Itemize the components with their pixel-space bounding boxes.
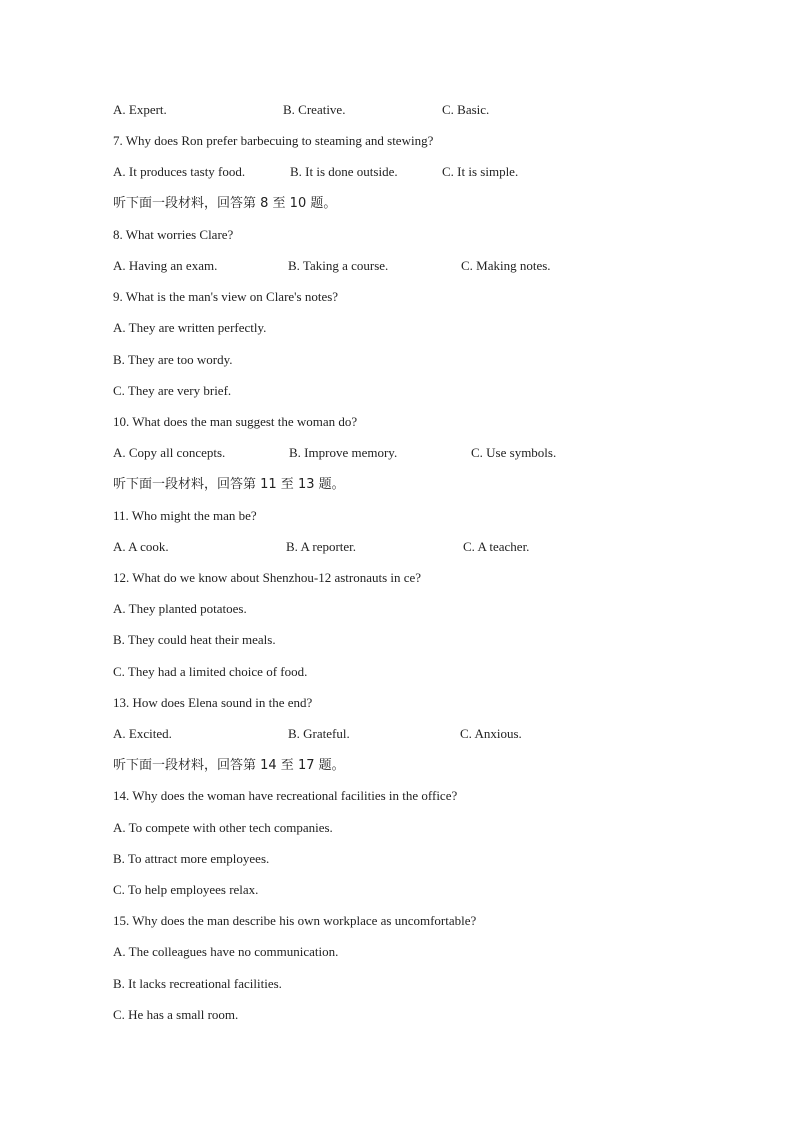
section-heading: 听下面一段材料，回答第 8 至 10 题。 bbox=[113, 196, 337, 211]
question-11: 11. Who might the man be? bbox=[113, 508, 257, 523]
option-a: A. The colleagues have no communication. bbox=[113, 944, 339, 959]
option-a: A. They planted potatoes. bbox=[113, 601, 247, 616]
option-c: C. It is simple. bbox=[442, 164, 519, 179]
question-12: 12. What do we know about Shenzhou-12 astronauts in ce? bbox=[113, 570, 422, 585]
option-b: B. Grateful. bbox=[288, 726, 350, 741]
option-c: C. Making notes. bbox=[461, 258, 551, 273]
option-c: C. To help employees relax. bbox=[113, 882, 259, 897]
option-b: B. To attract more employees. bbox=[113, 851, 270, 866]
question-7: 7. Why does Ron prefer barbecuing to steaming and stewing? bbox=[113, 133, 434, 148]
option-b: B. Improve memory. bbox=[289, 445, 398, 460]
option-a: A. They are written perfectly. bbox=[113, 320, 267, 335]
question-14: 14. Why does the woman have recreational facilities in the office? bbox=[113, 788, 458, 803]
option-a: A. A cook. bbox=[113, 539, 169, 554]
option-b: B. Taking a course. bbox=[288, 258, 389, 273]
section-heading: 听下面一段材料，回答第 14 至 17 题。 bbox=[113, 758, 345, 773]
option-c: C. They had a limited choice of food. bbox=[113, 664, 308, 679]
option-c: C. Basic. bbox=[442, 102, 490, 117]
option-a: A. Excited. bbox=[113, 726, 172, 741]
option-b: B. It is done outside. bbox=[290, 164, 398, 179]
option-b: B. Creative. bbox=[283, 102, 346, 117]
option-a: A. To compete with other tech companies. bbox=[113, 820, 333, 835]
option-c: C. He has a small room. bbox=[113, 1007, 239, 1022]
option-b: B. A reporter. bbox=[286, 539, 357, 554]
option-b: B. It lacks recreational facilities. bbox=[113, 976, 282, 991]
question-10: 10. What does the man suggest the woman do? bbox=[113, 414, 358, 429]
option-c: C. Use symbols. bbox=[471, 445, 557, 460]
question-13: 13. How does Elena sound in the end? bbox=[113, 695, 313, 710]
question-8: 8. What worries Clare? bbox=[113, 227, 234, 242]
option-c: C. A teacher. bbox=[463, 539, 530, 554]
option-b: B. They are too wordy. bbox=[113, 352, 233, 367]
question-15: 15. Why does the man describe his own workplace as uncomfortable? bbox=[113, 913, 477, 928]
option-a: A. Expert. bbox=[113, 102, 167, 117]
option-b: B. They could heat their meals. bbox=[113, 632, 276, 647]
option-a: A. Copy all concepts. bbox=[113, 445, 226, 460]
option-a: A. It produces tasty food. bbox=[113, 164, 246, 179]
option-a: A. Having an exam. bbox=[113, 258, 218, 273]
question-9: 9. What is the man's view on Clare's notes? bbox=[113, 289, 339, 304]
option-c: C. They are very brief. bbox=[113, 383, 232, 398]
section-heading: 听下面一段材料，回答第 11 至 13 题。 bbox=[113, 477, 345, 492]
option-c: C. Anxious. bbox=[460, 726, 522, 741]
